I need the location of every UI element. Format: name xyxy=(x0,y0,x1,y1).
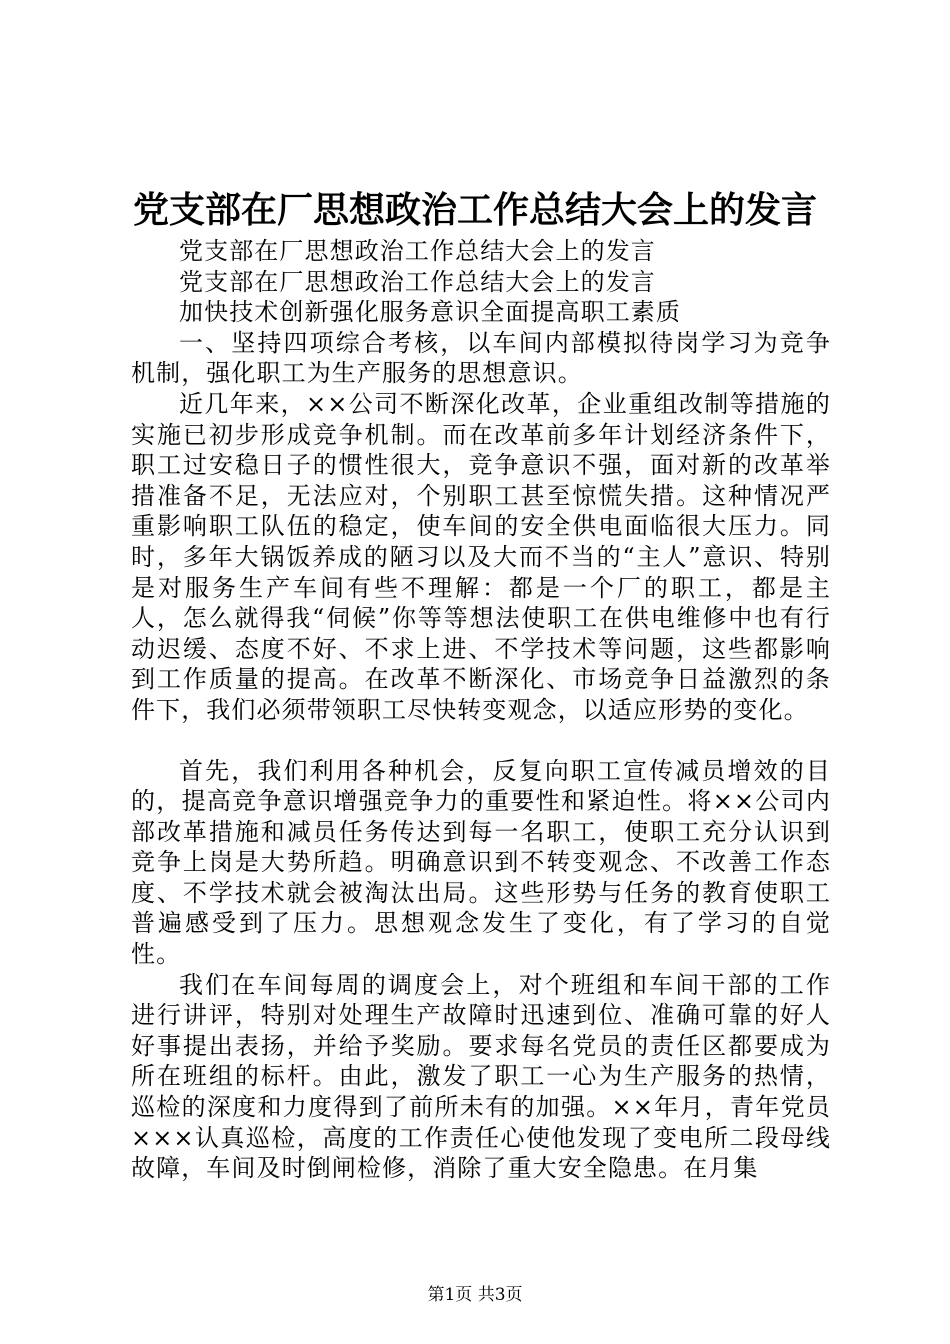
body-paragraph: 首先，我们利用各种机会，反复向职工宣传减员增效的目的，提高竞争意识增强竞争力的重要性和紧迫性。将××公司内部改革措施和减员任务传达到每一名职工，使职工充分认识到竞争上岗是大势所趋。明确意识到不转变观念、不改善工作态度、不学技术就会被淘汰出局。这些形势与任务的教育使职工普遍感受到了压力。思想观念发生了变化，有了学习的自觉性。 xyxy=(131,756,831,969)
body-paragraph: 近几年来，××公司不断深化改革，企业重组改制等措施的实施已初步形成竞争机制。而在改革前多年计划经济条件下，职工过安稳日子的惯性很大，竞争意识不强，面对新的改革举措准备不足，无法应对，个别职工甚至惊慌失措。这种情况严重影响职工队伍的稳定，使车间的安全供电面临很大压力。同时，多年大锅饭养成的陋习以及大而不当的“主人”意识、特别是对服务生产车间有些不理解：都是一个厂的职工，都是主人，怎么就得我“伺候”你等等想法使职工在供电维修中也有行动迟缓、态度不好、不求上进、不学技术等问题，这些都影响到工作质量的提高。在改革不断深化、市场竞争日益激烈的条件下，我们必须带领职工尽快转变观念，以适应形势的变化。 xyxy=(131,389,831,724)
document-body xyxy=(131,236,831,1184)
section-heading: 一、坚持四项综合考核，以车间内部模拟待岗学习为竞争机制，强化职工为生产服务的思想意识。 xyxy=(131,328,831,388)
subtitle-line: 党支部在厂思想政治工作总结大会上的发言 xyxy=(179,267,656,296)
subtitle-line: 加快技术创新强化服务意识全面提高职工素质 xyxy=(179,298,681,327)
subtitle-line: 党支部在厂思想政治工作总结大会上的发言 xyxy=(179,237,656,265)
page-title: 党支部在厂思想政治工作总结大会上的发言 xyxy=(132,189,817,231)
page-number: 第1页 共3页 xyxy=(427,1285,523,1305)
body-paragraph: 我们在车间每周的调度会上，对个班组和车间干部的工作进行讲评，特别对处理生产故障时迅速到位、准确可靠的好人好事提出表扬，并给予奖励。要求每名党员的责任区都要成为所在班组的标杆。由此，激发了职工一心为生产服务的热情，巡检的深度和力度得到了前所未有的加强。××年月，青年党员×××认真巡检，高度的工作责任心使他发现了变电所二段母线故障，车间及时倒闸检修，消除了重大安全隐患。在月集 xyxy=(131,970,831,1183)
